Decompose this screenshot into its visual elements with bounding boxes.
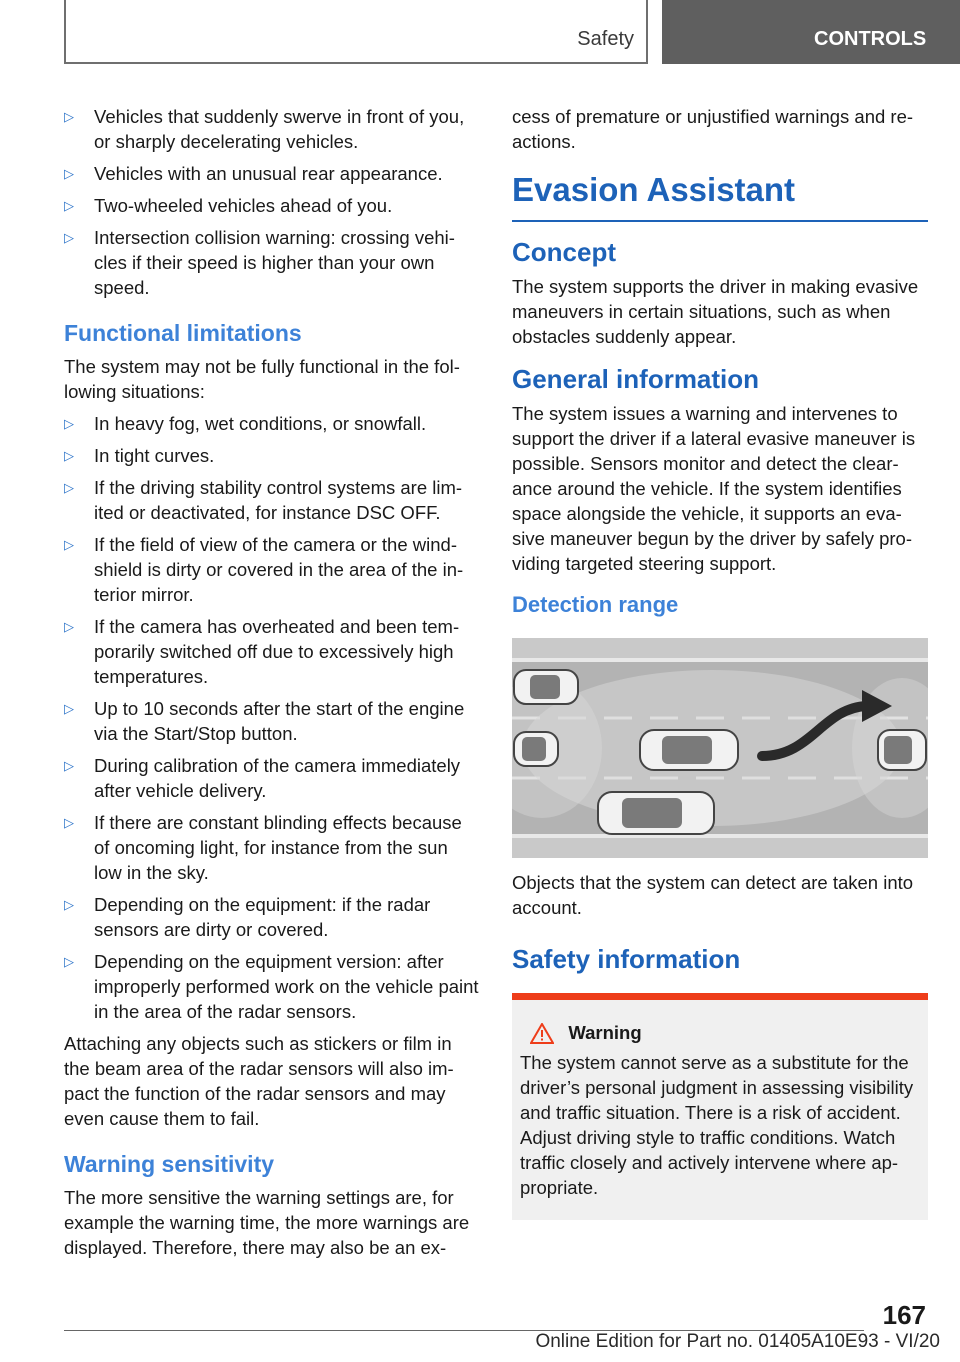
car-icon <box>598 792 714 834</box>
concept-heading: Concept <box>512 237 616 267</box>
list-item: ▷ Up to 10 seconds after the start of the engine via the Start/Stop button. <box>64 698 465 744</box>
right-column <box>512 104 928 1220</box>
triangle-bullet-icon: ▷ <box>64 701 74 716</box>
list-item: ▷ In tight curves. <box>64 445 215 466</box>
page-number: 167 <box>882 1300 926 1330</box>
page-title: Evasion Assistant <box>512 168 928 222</box>
list-item: ▷ If there are constant blinding effects because of oncoming light, for instance from the sun low in the sky. <box>64 812 462 883</box>
detection-range-heading: Detection range <box>512 592 679 617</box>
general-information-heading: General information <box>512 364 760 394</box>
warning-label: Warning <box>568 1022 642 1043</box>
triangle-bullet-icon: ▷ <box>64 480 74 495</box>
warning-header <box>526 1022 646 1044</box>
continued-paragraph: cess of premature or unjustified warnings and reactions. <box>512 106 914 152</box>
list-item: ▷ Intersection collision warning: crossing vehicles if their speed is higher than your own speed. <box>64 227 455 298</box>
triangle-bullet-icon: ▷ <box>64 815 74 830</box>
header-section-title: Safety <box>577 28 634 50</box>
detection-range-illustration <box>512 638 928 858</box>
detected-objects-list <box>64 104 480 300</box>
safety-information-heading: Safety information <box>512 944 741 974</box>
triangle-bullet-icon: ▷ <box>64 416 74 431</box>
list-item: ▷ In heavy fog, wet conditions, or snowfall. <box>64 413 427 434</box>
left-column <box>64 104 480 1260</box>
header-section-box <box>64 0 648 64</box>
general-paragraph: The system issues a warning and intervenes to support the driver if a lateral evasive maneuver is possible. Sensors monitor and detect the clearance around the vehicle. If the system identifies space alongside the vehicle, it supports an evasive maneuver begun by the driver by safely providing targeted steering support. <box>512 403 916 574</box>
triangle-bullet-icon: ▷ <box>64 198 74 213</box>
car-icon <box>640 730 738 770</box>
car-icon <box>514 670 578 704</box>
warning-box <box>512 993 928 1220</box>
list-item: ▷ If the field of view of the camera or the windshield is dirty or covered in the area of the interior mirror. <box>64 534 464 605</box>
limitations-list <box>64 411 480 1024</box>
triangle-bullet-icon: ▷ <box>64 448 74 463</box>
list-item: ▷ Depending on the equipment version: after improperly performed work on the vehicle paint in the area of the radar sensors. <box>64 951 479 1022</box>
warning-triangle-icon <box>530 1023 554 1044</box>
list-item: ▷ Two-wheeled vehicles ahead of you. <box>64 195 393 216</box>
triangle-bullet-icon: ▷ <box>64 619 74 634</box>
triangle-bullet-icon: ▷ <box>64 537 74 552</box>
road-diagram <box>512 638 928 858</box>
warning-sensitivity-heading: Warning sensitivity <box>64 1151 275 1177</box>
triangle-bullet-icon: ▷ <box>64 954 74 969</box>
figure-caption: Objects that the system can detect are taken into account. <box>512 872 914 918</box>
limitations-intro: The system may not be fully functional in the following situations: <box>64 356 460 402</box>
warning-text: The system cannot serve as a substitute for the driver’s personal judgment in assessing visibility and traffic situation. There is a risk of accident. Adjust driving style to traffic conditions. Watch traffic closely and actively intervene where appropriate. <box>520 1052 914 1198</box>
list-item: ▷ During calibration of the camera immediately after vehicle delivery. <box>64 755 461 801</box>
footer-edition: Online Edition for Part no. 01405A10E93 - VI/20 <box>535 1331 940 1352</box>
triangle-bullet-icon: ▷ <box>64 230 74 245</box>
functional-limitations-heading: Functional limitations <box>64 320 302 346</box>
car-icon <box>514 732 558 766</box>
car-icon <box>878 730 926 770</box>
triangle-bullet-icon: ▷ <box>64 109 74 124</box>
concept-paragraph: The system supports the driver in making evasive maneuvers in certain situations, such as when obstacles suddenly appear. <box>512 276 919 347</box>
triangle-bullet-icon: ▷ <box>64 897 74 912</box>
header-chapter-tab: CONTROLS <box>662 0 960 64</box>
triangle-bullet-icon: ▷ <box>64 166 74 181</box>
list-item: ▷ Vehicles that suddenly swerve in front of you, or sharply decelerating vehicles. <box>64 106 465 152</box>
list-item: ▷ Depending on the equipment: if the radar sensors are dirty or covered. <box>64 894 431 940</box>
list-item: ▷ If the driving stability control systems are limited or deactivated, for instance DSC OFF. <box>64 477 463 523</box>
triangle-bullet-icon: ▷ <box>64 758 74 773</box>
sensitivity-paragraph: The more sensitive the warning settings are, for example the warning time, the more warnings are displayed. Therefore, there may also be an ex- <box>64 1187 470 1258</box>
list-item: ▷ Vehicles with an unusual rear appearance. <box>64 163 443 184</box>
list-item: ▷ If the camera has overheated and been temporarily switched off due to excessively high temperatures. <box>64 616 460 687</box>
stickers-paragraph: Attaching any objects such as stickers or film in the beam area of the radar sensors will also impact the function of the radar sensors and may even cause them to fail. <box>64 1033 454 1129</box>
